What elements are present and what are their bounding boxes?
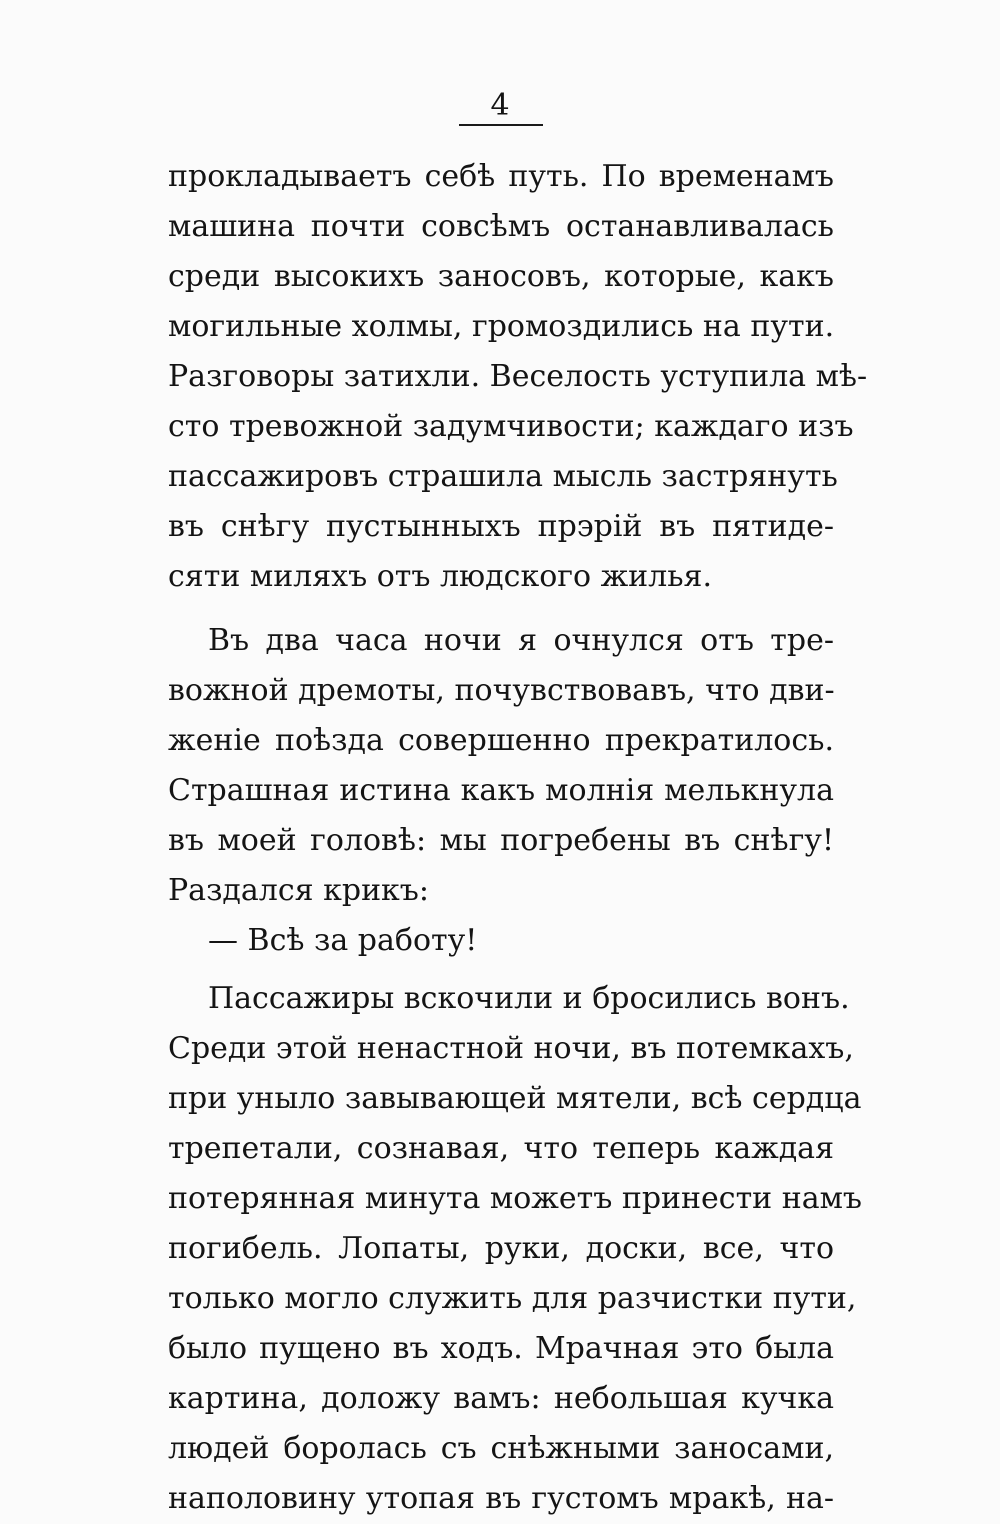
text-line: при уныло завывающей мятели, всѣ сердца bbox=[168, 1081, 862, 1116]
text-line: сто тревожной задумчивости; каждаго изъ bbox=[168, 409, 854, 444]
text-line: среди высокихъ заносовъ, которые, какъ bbox=[168, 259, 834, 294]
text-line: было пущено въ ходъ. Мрачная это была bbox=[168, 1331, 834, 1366]
paragraph-gap bbox=[168, 966, 834, 974]
text-line: Въ два часа ночи я очнулся отъ тре- bbox=[208, 623, 834, 658]
text-line: въ моей головѣ: мы погребены въ снѣгу! bbox=[168, 823, 834, 858]
text-line: могильные холмы, громоздились на пути. bbox=[168, 309, 835, 344]
paragraph-gap bbox=[168, 602, 834, 616]
text-line: трепетали, сознавая, что теперь каждая bbox=[168, 1131, 834, 1166]
text-line: Пассажиры вскочили и бросились вонъ. bbox=[208, 981, 850, 1016]
body-text bbox=[168, 152, 868, 1524]
text-line: наполовину утопая въ густомъ мракѣ, на- bbox=[168, 1481, 834, 1516]
header-rule bbox=[459, 124, 543, 126]
text-line: въ снѣгу пустынныхъ прэрiй въ пятиде- bbox=[168, 509, 834, 544]
text-line: сяти миляхъ отъ людского жилья. bbox=[168, 559, 713, 594]
text-line: Раздался крикъ: bbox=[168, 873, 430, 908]
text-line: Страшная истина какъ молнiя мелькнула bbox=[168, 773, 834, 808]
text-line: Среди этой ненастной ночи, въ потемкахъ, bbox=[168, 1031, 854, 1066]
page-number: 4 bbox=[490, 88, 510, 123]
text-line: вожной дремоты, почувствовавъ, что дви- bbox=[168, 673, 835, 708]
text-line: Разговоры затихли. Веселость уступила мѣ- bbox=[168, 359, 868, 394]
text-line: погибель. Лопаты, руки, доски, все, что bbox=[168, 1231, 834, 1266]
text-line: потерянная минута можетъ принести намъ bbox=[168, 1181, 863, 1216]
text-line: только могло служить для разчистки пути, bbox=[168, 1281, 857, 1316]
text-line: людей боролась съ снѣжными заносами, bbox=[168, 1431, 834, 1466]
text-line: женiе поѣзда совершенно прекратилось. bbox=[168, 723, 834, 758]
text-line: — Всѣ за работу! bbox=[208, 923, 478, 958]
text-line: машина почти совсѣмъ останавливалась bbox=[168, 209, 834, 244]
text-line: пассажировъ страшила мысль застрянуть bbox=[168, 459, 838, 494]
text-line: картина, доложу вамъ: небольшая кучка bbox=[168, 1381, 834, 1416]
text-line: прокладываетъ себѣ путь. По временамъ bbox=[168, 159, 834, 194]
